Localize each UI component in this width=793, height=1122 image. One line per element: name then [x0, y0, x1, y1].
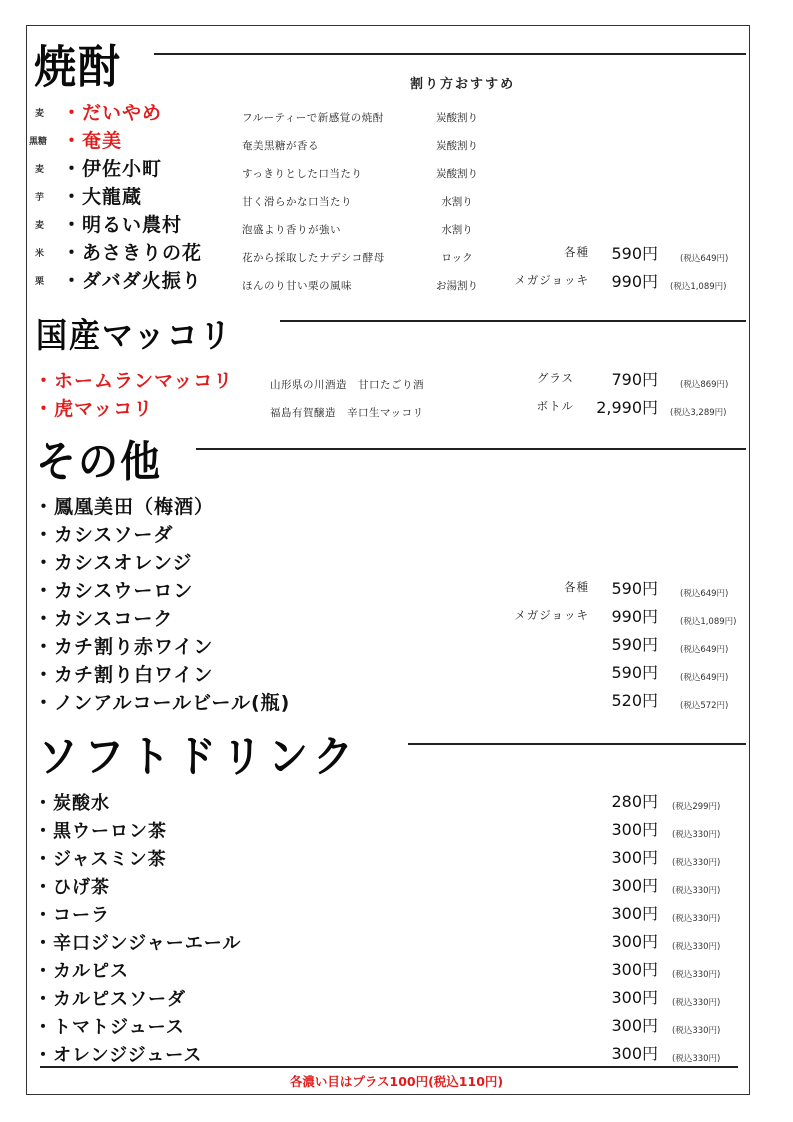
tax-price: (税込572円)	[680, 701, 729, 711]
shochu-desc: 奄美黒糖が香る	[242, 140, 319, 152]
tax-price: (税込649円)	[680, 645, 729, 655]
price: 280円	[611, 792, 658, 811]
tax-price: (税込3,289円)	[670, 408, 727, 418]
price: 300円	[611, 1044, 658, 1063]
tax-price: (税込649円)	[680, 254, 729, 264]
shochu-item: ・あさきりの花	[62, 242, 203, 264]
soft-drink-item: ・カルピスソーダ	[34, 989, 186, 1010]
section-divider	[408, 743, 746, 745]
section-divider	[196, 448, 746, 450]
shochu-kind-label: 栗	[35, 277, 45, 287]
makgeolli-desc: 山形県の川酒造 甘口たごり酒	[270, 379, 424, 391]
other-item: ・鳳凰美田（梅酒）	[34, 496, 215, 518]
price: 990円	[611, 272, 658, 291]
way-header: 割り方おすすめ	[410, 77, 516, 92]
section-title-soft-drink: ソフトドリンク	[38, 731, 360, 783]
tax-price: (税込649円)	[680, 589, 729, 599]
shochu-way: 炭酸割り	[436, 168, 478, 180]
shochu-desc: すっきりとした口当たり	[242, 168, 363, 180]
price: 520円	[611, 691, 658, 710]
soft-drink-item: ・炭酸水	[34, 793, 110, 814]
shochu-kind-label: 米	[35, 249, 45, 259]
soft-drink-item: ・黒ウーロン茶	[34, 821, 167, 842]
price: 990円	[611, 607, 658, 626]
price: 300円	[611, 820, 658, 839]
price: 590円	[611, 663, 658, 682]
price-type: 各種	[564, 245, 589, 259]
tax-price: (税込1,089円)	[680, 617, 737, 627]
shochu-way: ロック	[441, 252, 473, 264]
price: 300円	[611, 904, 658, 923]
price: 2,990円	[596, 398, 658, 417]
tax-price: (税込330円)	[672, 886, 721, 896]
price-type: 各種	[564, 580, 589, 594]
other-item: ・カシスコーク	[34, 608, 174, 630]
other-item: ・カシスソーダ	[34, 524, 174, 546]
soft-drink-item: ・辛口ジンジャーエール	[34, 933, 242, 954]
other-item: ・ノンアルコールビール(瓶)	[34, 692, 291, 714]
soft-drink-item: ・カルピス	[34, 961, 129, 982]
tax-price: (税込869円)	[680, 380, 729, 390]
price-type: ボトル	[536, 399, 574, 413]
tax-price: (税込330円)	[672, 998, 721, 1008]
tax-price: (税込299円)	[672, 802, 721, 812]
section-title-makgeolli: 国産マッコリ	[36, 316, 233, 356]
price: 300円	[611, 960, 658, 979]
shochu-desc: フルーティーで新感覚の焼酎	[242, 112, 384, 124]
other-item: ・カシスウーロン	[34, 580, 194, 602]
tax-price: (税込330円)	[672, 914, 721, 924]
price: 300円	[611, 988, 658, 1007]
makgeolli-desc: 福島有賀醸造 辛口生マッコリ	[270, 407, 424, 419]
shochu-way: 炭酸割り	[436, 112, 478, 124]
shochu-desc: 甘く滑らかな口当たり	[242, 196, 352, 208]
makgeolli-item: ・虎マッコリ	[34, 398, 154, 420]
shochu-kind-label: 麦	[35, 165, 45, 175]
tax-price: (税込330円)	[672, 1026, 721, 1036]
price: 300円	[611, 932, 658, 951]
price-type: メガジョッキ	[514, 273, 589, 287]
price: 590円	[611, 579, 658, 598]
price: 590円	[611, 244, 658, 263]
makgeolli-item: ・ホームランマッコリ	[34, 370, 234, 392]
shochu-kind-label: 麦	[35, 109, 45, 119]
soft-drink-item: ・トマトジュース	[34, 1017, 185, 1038]
soft-drink-item: ・コーラ	[34, 905, 110, 926]
tax-price: (税込330円)	[672, 858, 721, 868]
price: 790円	[611, 370, 658, 389]
section-title-other: その他	[36, 436, 162, 488]
shochu-kind-label: 芋	[35, 193, 45, 203]
section-title-shochu: 焼酎	[34, 40, 123, 94]
soft-drink-item: ・ジャスミン茶	[34, 849, 167, 870]
price-type: グラス	[536, 371, 574, 385]
shochu-desc: 泡盛より香りが強い	[242, 224, 341, 236]
shochu-desc: ほんのり甘い栗の風味	[242, 280, 352, 292]
price: 300円	[611, 876, 658, 895]
other-item: ・カチ割り赤ワイン	[34, 636, 214, 658]
price: 300円	[611, 1016, 658, 1035]
shochu-way: 水割り	[441, 196, 473, 208]
tax-price: (税込330円)	[672, 1054, 721, 1064]
tax-price: (税込649円)	[680, 673, 729, 683]
shochu-item: ・明るい農村	[62, 214, 183, 236]
section-divider	[280, 320, 746, 322]
shochu-kind-label: 黒糖	[29, 137, 48, 147]
shochu-item: ・だいやめ	[62, 102, 163, 124]
other-item: ・カシスオレンジ	[34, 552, 193, 574]
tax-price: (税込1,089円)	[670, 282, 727, 292]
price: 590円	[611, 635, 658, 654]
shochu-way: お湯割り	[436, 280, 478, 292]
price: 300円	[611, 848, 658, 867]
section-divider	[154, 53, 746, 55]
soft-drink-item: ・ひげ茶	[34, 877, 110, 898]
footer-note: 各濃い目はプラス100円(税込110円)	[289, 1074, 504, 1089]
tax-price: (税込330円)	[672, 942, 721, 952]
price-type: メガジョッキ	[514, 608, 589, 622]
shochu-item: ・大龍蔵	[62, 186, 143, 208]
shochu-desc: 花から採取したナデシコ酵母	[242, 252, 385, 264]
shochu-way: 炭酸割り	[436, 140, 478, 152]
shochu-kind-label: 麦	[35, 221, 45, 231]
tax-price: (税込330円)	[672, 830, 721, 840]
tax-price: (税込330円)	[672, 970, 721, 980]
shochu-way: 水割り	[441, 224, 473, 236]
shochu-item: ・奄美	[62, 130, 123, 152]
other-item: ・カチ割り白ワイン	[34, 664, 214, 686]
shochu-item: ・伊佐小町	[62, 158, 163, 180]
soft-drink-item: ・オレンジジュース	[34, 1045, 203, 1066]
shochu-item: ・ダバダ火振り	[62, 270, 202, 292]
